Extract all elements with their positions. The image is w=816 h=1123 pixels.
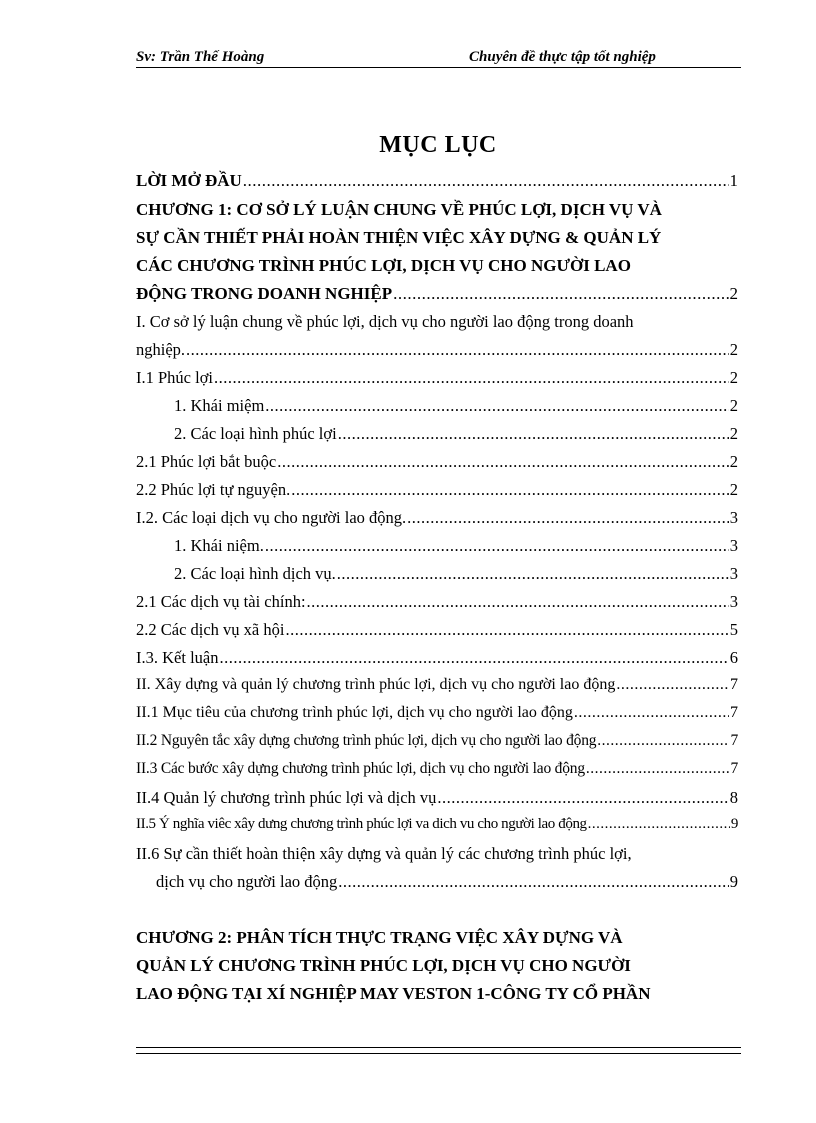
toc-leader	[597, 732, 729, 750]
toc-entry-text: 2.1 Các dịch vụ tài chính:	[136, 592, 306, 611]
toc-leader	[277, 452, 729, 472]
toc-entry-page: 3	[729, 592, 738, 611]
toc-entry-page: 9	[730, 816, 738, 832]
toc-chapter-1-line-3[interactable]: CÁC CHƯƠNG TRÌNH PHÚC LỢI, DỊCH VỤ CHO NGƯỜI LAO	[136, 256, 631, 275]
toc-entry-phuc-loi-tu-nguyen[interactable]	[136, 480, 738, 502]
toc-entry-dich-vu-tai-chinh[interactable]	[136, 592, 738, 614]
header-report-topic: Chuyên đề thực tập tốt nghiệp	[469, 49, 656, 65]
toc-entry-page: 2	[729, 452, 738, 471]
toc-leader	[219, 648, 728, 668]
toc-entry-khai-niem-phuc-loi[interactable]	[174, 396, 738, 418]
toc-entry-text: I.1 Phúc lợi	[136, 368, 214, 387]
toc-entry-text: II.2 Nguyên tắc xây dựng chương trình phúc lợi, dịch vụ cho người lao động	[136, 732, 597, 749]
toc-entry-loai-hinh-phuc-loi[interactable]	[174, 424, 738, 446]
toc-leader	[574, 704, 729, 722]
toc-entry-khai-niem-dich-vu[interactable]	[174, 536, 738, 558]
toc-leader	[214, 368, 729, 388]
toc-entry-text: 2.2 Các dịch vụ xã hội	[136, 620, 285, 639]
toc-entry-i2-dich-vu[interactable]	[136, 508, 738, 530]
toc-entry-text: 2. Các loại hình phúc lợi	[174, 424, 337, 443]
toc-entry-ii5-y-nghia[interactable]	[136, 816, 738, 838]
toc-entry-page: 5	[729, 620, 738, 639]
toc-entry-page: 2	[729, 424, 738, 443]
toc-entry-page: 8	[729, 788, 738, 807]
toc-entry-page: 7	[730, 732, 738, 749]
toc-entry-text: 2.2 Phúc lợi tự nguyện.	[136, 480, 291, 499]
toc-leader	[407, 508, 729, 528]
toc-entry-page: 7	[730, 760, 738, 777]
toc-entry-page: 3	[729, 508, 738, 527]
toc-chapter-1-line-4[interactable]	[136, 284, 738, 306]
toc-entry-text: 1. Khái niệm.	[174, 536, 264, 555]
page-title: MỤC LỤC	[379, 132, 497, 158]
toc-entry-i1-phuc-loi[interactable]	[136, 368, 738, 390]
toc-entry-page: 1	[729, 171, 738, 190]
toc-chapter-2-line-3[interactable]: LAO ĐỘNG TẠI XÍ NGHIỆP MAY VESTON 1-CÔNG TY CỔ PHẦN	[136, 984, 651, 1003]
toc-entry-text: II.1 Mục tiêu của chương trình phúc lợi, dịch vụ cho người lao động	[136, 704, 573, 721]
header-student-name: Sv: Trần Thế Hoàng	[136, 49, 265, 65]
toc-leader	[265, 396, 728, 416]
toc-leader	[586, 760, 730, 778]
toc-section-i-line-1[interactable]: I. Cơ sở lý luận chung về phúc lợi, dịch vụ cho người lao động trong doanh	[136, 312, 634, 331]
toc-leader	[338, 424, 729, 444]
toc-leader	[337, 564, 729, 584]
toc-leader	[285, 620, 728, 640]
toc-entry-text: 1. Khái miệm	[174, 396, 265, 415]
toc-entry-loi-mo-dau[interactable]	[136, 171, 738, 193]
toc-entry-text: ĐỘNG TRONG DOANH NGHIỆP	[136, 284, 393, 303]
toc-leader	[338, 872, 728, 892]
toc-entry-phuc-loi-bat-buoc[interactable]	[136, 452, 738, 474]
toc-entry-page: 3	[729, 564, 738, 583]
toc-leader	[307, 592, 729, 612]
toc-section-i-line-2[interactable]	[136, 340, 738, 362]
toc-entry-page: 6	[729, 648, 738, 667]
toc-entry-text: nghiệp.	[136, 340, 186, 359]
toc-entry-page: 2	[729, 340, 738, 359]
toc-entry-page: 2	[729, 396, 738, 415]
toc-entry-text: 2. Các loại hình dịch vụ.	[174, 564, 336, 583]
toc-entry-ii6-line-2[interactable]	[156, 872, 738, 894]
page-header	[136, 47, 741, 68]
toc-entry-ii3-cac-buoc[interactable]	[136, 760, 738, 782]
toc-entry-page: 2	[729, 284, 738, 303]
toc-entry-ii4-quan-ly[interactable]	[136, 788, 738, 810]
toc-entry-text: LỜI MỞ ĐẦU	[136, 171, 242, 190]
toc-entry-text: 2.1 Phúc lợi bắt buộc	[136, 452, 277, 471]
toc-entry-ii1-muc-tieu[interactable]	[136, 704, 738, 726]
toc-entry-page: 9	[729, 872, 738, 891]
toc-entry-page: 7	[730, 676, 738, 693]
toc-entry-ii-xay-dung-quan-ly[interactable]	[136, 676, 738, 698]
footer-double-rule	[136, 1047, 741, 1054]
toc-entry-page: 2	[729, 480, 738, 499]
toc-chapter-2-line-1[interactable]: CHƯƠNG 2: PHÂN TÍCH THỰC TRẠNG VIỆC XÂY DỰNG VÀ	[136, 928, 623, 947]
toc-leader	[291, 480, 729, 500]
toc-leader	[588, 816, 730, 833]
toc-entry-page: 7	[730, 704, 738, 721]
toc-leader	[265, 536, 729, 556]
toc-leader	[616, 676, 729, 694]
toc-chapter-1-line-1[interactable]: CHƯƠNG 1: CƠ SỞ LÝ LUẬN CHUNG VỀ PHÚC LỢI, DỊCH VỤ VÀ	[136, 200, 662, 219]
toc-entry-text: II. Xây dựng và quản lý chương trình phúc lợi, dịch vụ cho người lao động	[136, 676, 616, 693]
toc-entry-page: 2	[729, 368, 738, 387]
toc-entry-text: II.5 Ý nghĩa viêc xây dưng chương trình phúc lợi va dich vu cho người lao động	[136, 816, 587, 832]
toc-chapter-2-line-2[interactable]: QUẢN LÝ CHƯƠNG TRÌNH PHÚC LỢI, DỊCH VỤ CHO NGƯỜI	[136, 956, 631, 975]
toc-entry-text: dịch vụ cho người lao động	[156, 872, 338, 891]
toc-entry-dich-vu-xa-hoi[interactable]	[136, 620, 738, 642]
toc-leader	[243, 171, 729, 191]
toc-leader	[393, 284, 728, 304]
toc-leader	[437, 788, 728, 808]
toc-entry-text: I.3. Kết luận	[136, 648, 219, 667]
toc-entry-text: II.4 Quản lý chương trình phúc lợi và dịch vụ	[136, 788, 437, 807]
toc-chapter-1-line-2[interactable]: SỰ CẦN THIẾT PHẢI HOÀN THIỆN VIỆC XÂY DỰNG & QUẢN LÝ	[136, 228, 662, 247]
toc-leader	[186, 340, 729, 360]
toc-entry-loai-hinh-dich-vu[interactable]	[174, 564, 738, 586]
toc-entry-text: I.2. Các loại dịch vụ cho người lao động.	[136, 508, 407, 527]
toc-entry-page: 3	[729, 536, 738, 555]
toc-entry-ii6-line-1[interactable]: II.6 Sự cần thiết hoàn thiện xây dựng và quản lý các chương trình phúc lợi,	[136, 844, 632, 863]
toc-entry-text: II.3 Các bước xây dựng chương trình phúc lợi, dịch vụ cho người lao động	[136, 760, 585, 777]
toc-entry-ii2-nguyen-tac[interactable]	[136, 732, 738, 754]
toc-entry-ket-luan[interactable]	[136, 648, 738, 670]
